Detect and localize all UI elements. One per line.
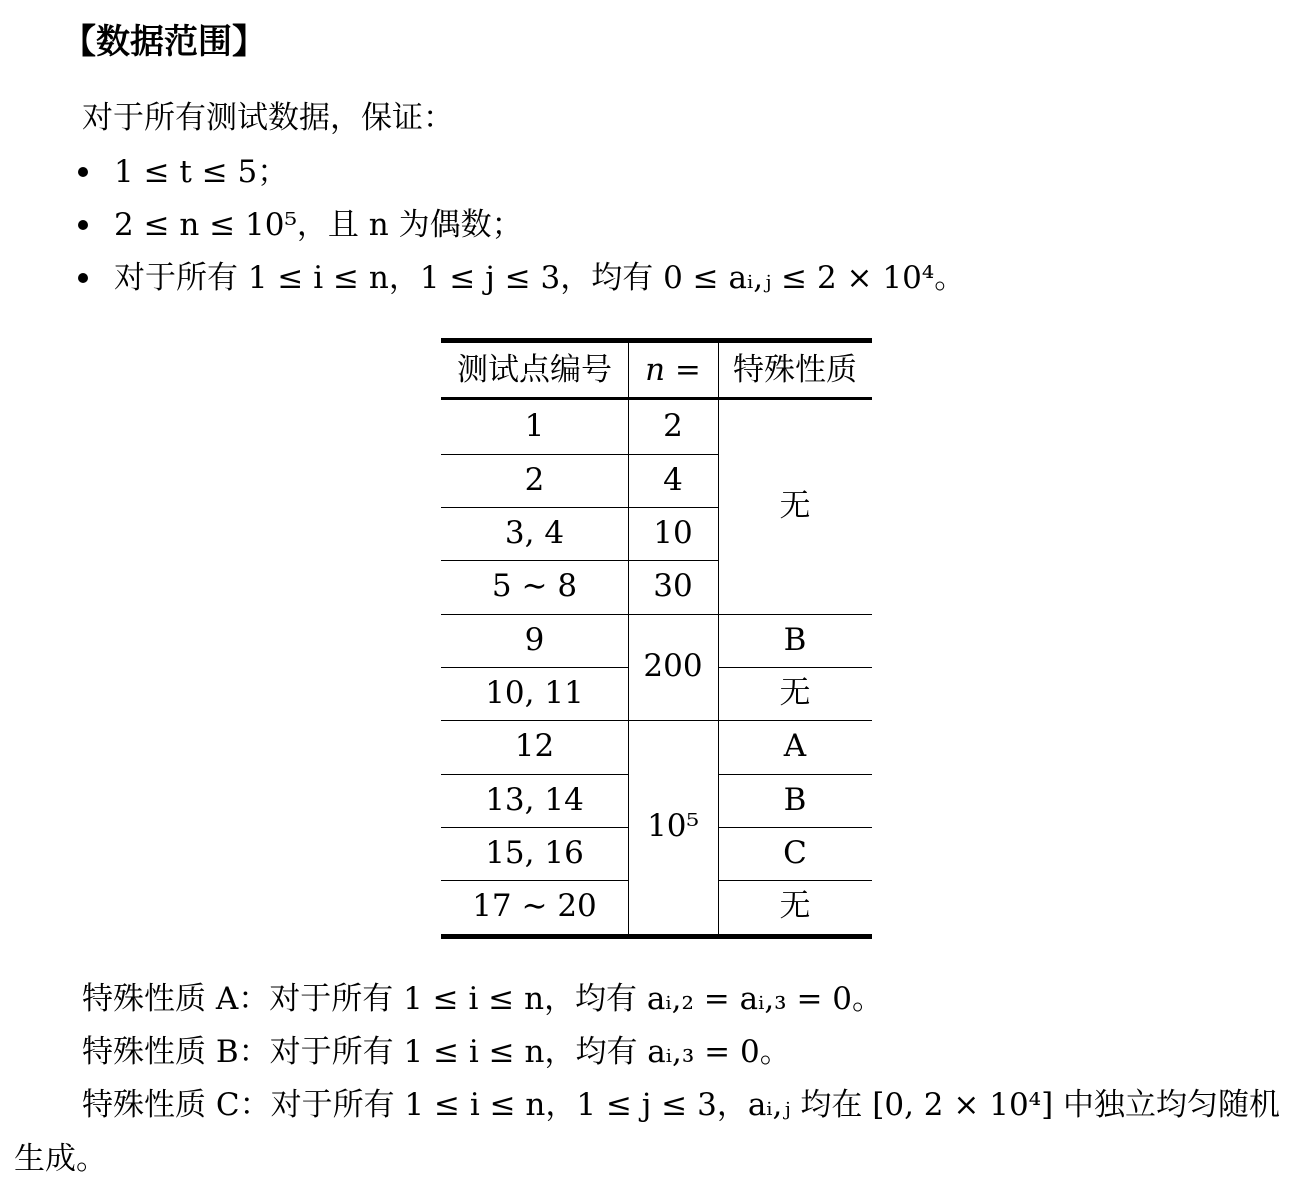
cell-property: 无 — [779, 888, 811, 924]
constraint-n: 2 ≤ n ≤ 10⁵，且 n 为偶数； — [114, 207, 523, 243]
cell-testcase-id: 5 ∼ 8 — [491, 568, 578, 604]
cell-property: B — [783, 782, 807, 818]
bullet-dot-icon — [78, 273, 88, 283]
cell-testcase-id: 1 — [524, 408, 545, 444]
cell-n-value: 4 — [663, 462, 683, 498]
bullet-dot-icon — [78, 220, 88, 230]
cell-property: C — [783, 835, 807, 871]
special-properties — [82, 974, 1280, 1133]
cell-property: B — [783, 622, 807, 658]
cell-n-value: 30 — [653, 568, 693, 604]
intro-text: 对于所有测试数据，保证： — [82, 100, 454, 136]
constraint-a: 对于所有 1 ≤ i ≤ n，1 ≤ j ≤ 3，均有 0 ≤ aᵢ,ⱼ ≤ 2 × 10⁴。 — [114, 260, 966, 296]
cell-n-value: 200 — [643, 648, 703, 684]
cell-n-value: 10 — [653, 515, 693, 551]
section-heading: 【数据范围】 — [62, 22, 266, 62]
cell-testcase-id: 2 — [524, 462, 545, 498]
cell-property: A — [783, 728, 807, 764]
property-a-note: 特殊性质 A：对于所有 1 ≤ i ≤ n，均有 aᵢ,₂ = aᵢ,₃ = 0。 — [82, 981, 884, 1017]
constraint-t: 1 ≤ t ≤ 5； — [114, 154, 289, 190]
subtask-table — [441, 338, 872, 940]
cell-testcase-id: 3, 4 — [504, 515, 565, 551]
property-c-note: 特殊性质 C：对于所有 1 ≤ i ≤ n，1 ≤ j ≤ 3，aᵢ,ⱼ 均在 [0, 2 × 10⁴] 中独立均匀随机 — [82, 1087, 1281, 1123]
cell-testcase-id: 10, 11 — [485, 675, 584, 711]
header-property: 特殊性质 — [733, 352, 857, 388]
cell-testcase-id: 17 ∼ 20 — [472, 888, 597, 924]
cell-testcase-id: 12 — [514, 728, 555, 764]
cell-testcase-id: 15, 16 — [485, 835, 584, 871]
property-c-note-continued: 生成。 — [14, 1141, 107, 1177]
bullet-dot-icon — [78, 167, 88, 177]
cell-n-value: 2 — [663, 408, 683, 444]
header-n: n = — [645, 352, 701, 388]
cell-testcase-id: 9 — [524, 622, 545, 658]
cell-n-value: 10⁵ — [647, 808, 699, 844]
cell-property: 无 — [779, 675, 811, 711]
cell-property: 无 — [779, 488, 811, 524]
cell-testcase-id: 13, 14 — [485, 782, 584, 818]
table-bottom-rule — [441, 934, 872, 939]
header-testcase-id: 测试点编号 — [457, 352, 612, 388]
property-b-note: 特殊性质 B：对于所有 1 ≤ i ≤ n，均有 aᵢ,₃ = 0。 — [82, 1034, 791, 1070]
